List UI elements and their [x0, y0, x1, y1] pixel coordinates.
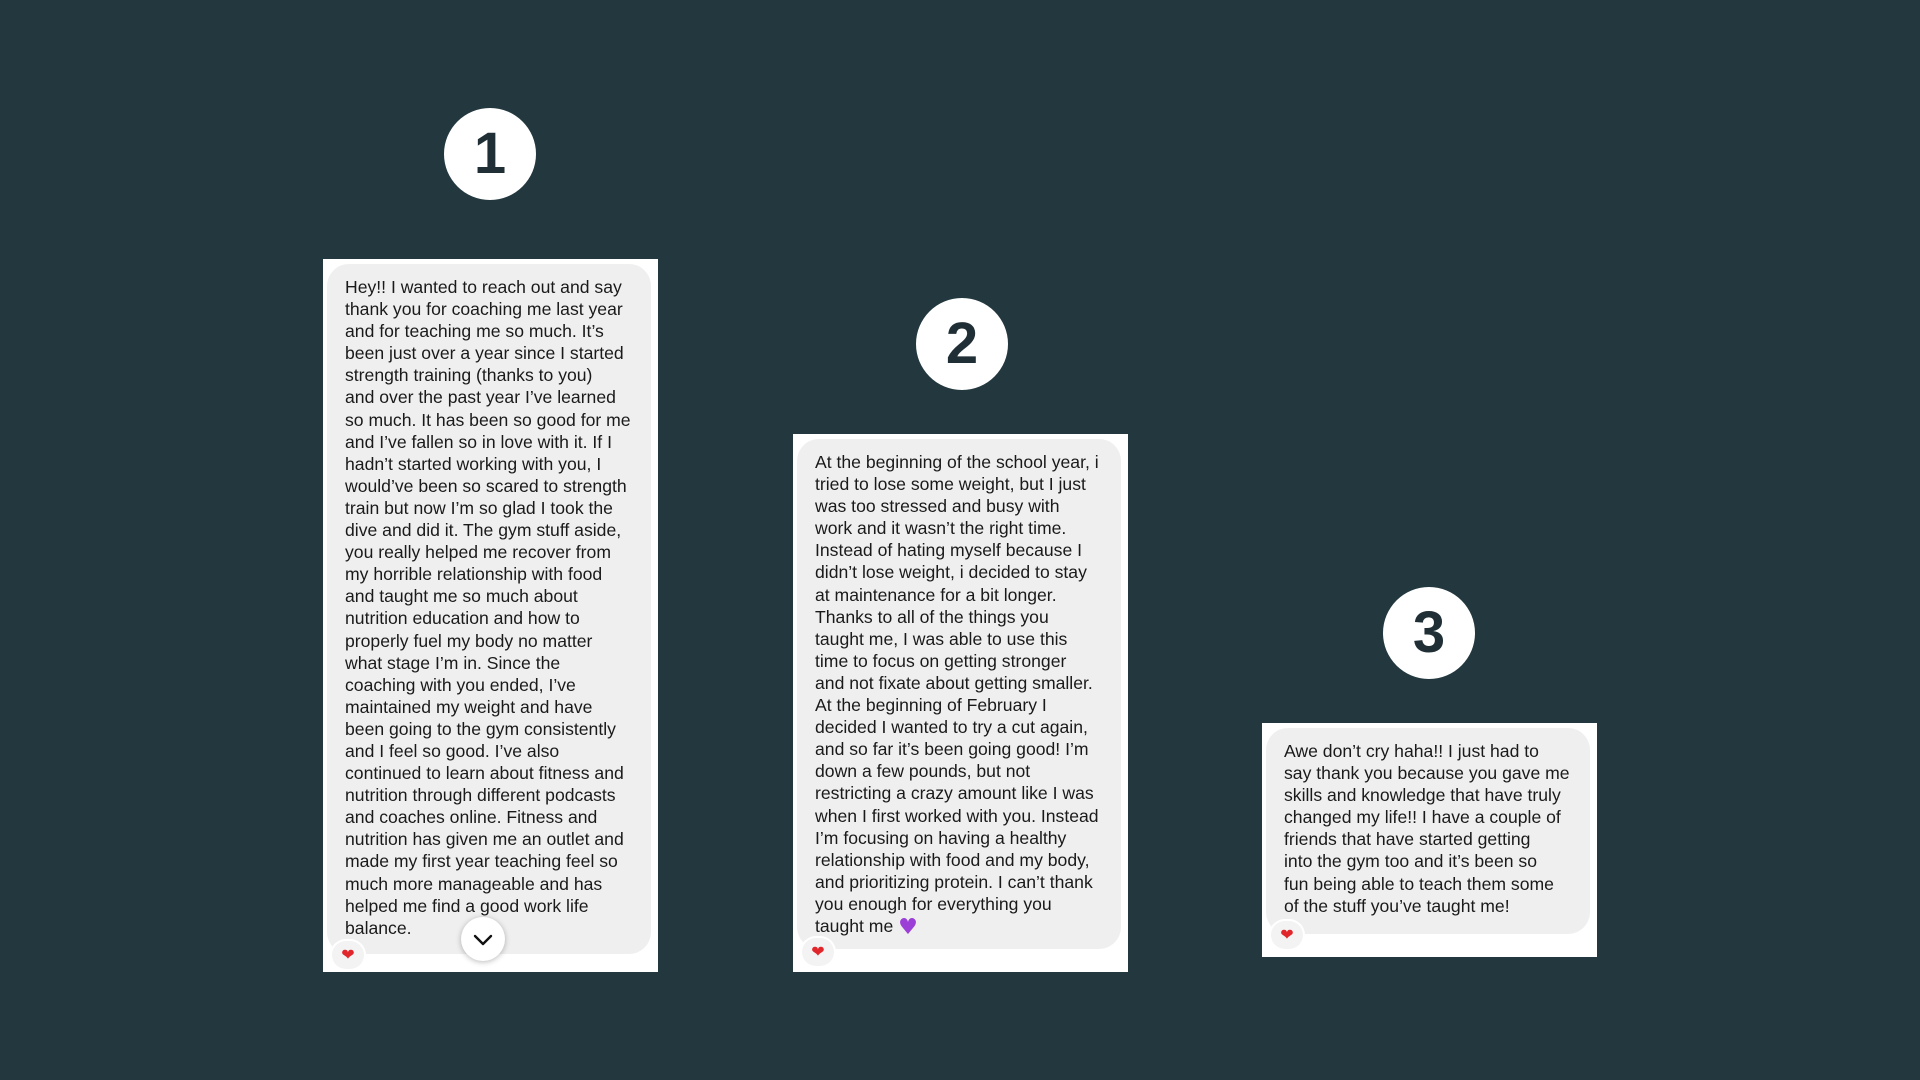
- message-card-1: [323, 259, 658, 972]
- reaction-badge-2[interactable]: [802, 938, 834, 966]
- message-text-2: At the beginning of the school year, i tried to lose some weight, but I just was too stressed and busy with work and it wasn’t the right time. Instead of hating myself because I didn’t lose weight, i decided to stay at maintenance for a bit longer. Thanks to all of the things you taught me, I was able to use this time to focus on getting stronger and not fixate about getting smaller. At the beginning of February I decided I wanted to try a cut again, and so far it’s been going good! I’m down a few pounds, but not restricting a crazy amount like I was when I first worked with you. Instead I’m focusing on having a healthy relationship with food and my body, and prioritizing protein. I can’t thank you enough for everything you taught me: [815, 452, 1099, 936]
- message-bubble-2: [797, 439, 1121, 949]
- message-card-2: [793, 434, 1128, 972]
- step-badge-2: 2: [916, 298, 1008, 390]
- chevron-down-icon: [472, 929, 494, 951]
- purple-heart-icon: ♥: [898, 914, 918, 940]
- red-heart-icon: ❤: [811, 942, 825, 961]
- step-badge-3: 3: [1383, 587, 1475, 679]
- step-badge-1: 1: [444, 108, 536, 200]
- message-bubble-3: Awe don’t cry haha!! I just had to say thank you because you gave me skills and knowledge that have truly changed my life!! I have a couple of friends that have started getting into the gym too and it’s been so fun being able to teach them some of the stuff you’ve taught me!: [1266, 728, 1590, 934]
- reaction-badge-3[interactable]: [1271, 921, 1303, 949]
- message-card-3: [1262, 723, 1597, 957]
- reaction-badge-1[interactable]: [332, 941, 364, 969]
- scroll-down-button[interactable]: [461, 917, 505, 961]
- red-heart-icon: ❤: [1280, 925, 1294, 944]
- red-heart-icon: ❤: [341, 945, 355, 964]
- message-bubble-1: Hey!! I wanted to reach out and say thank you for coaching me last year and for teaching me so much. It’s been just over a year since I started strength training (thanks to you) and over the past year I’ve learned so much. It has been so good for me and I’ve fallen so in love with it. If I hadn’t started working with you, I would’ve been so scared to strength train but now I’m so glad I took the dive and did it. The gym stuff aside, you really helped me recover from my horrible relationship with food and taught me so much about nutrition education and how to properly fuel my body no matter what stage I’m in. Since the coaching with you ended, I’ve maintained my weight and have been going to the gym consistently and I feel so good. I’ve also continued to learn about fitness and nutrition through different podcasts and coaches online. Fitness and nutrition has given me an outlet and made my first year teaching feel so much more manageable and has helped me find a good work life balance.: [327, 264, 651, 954]
